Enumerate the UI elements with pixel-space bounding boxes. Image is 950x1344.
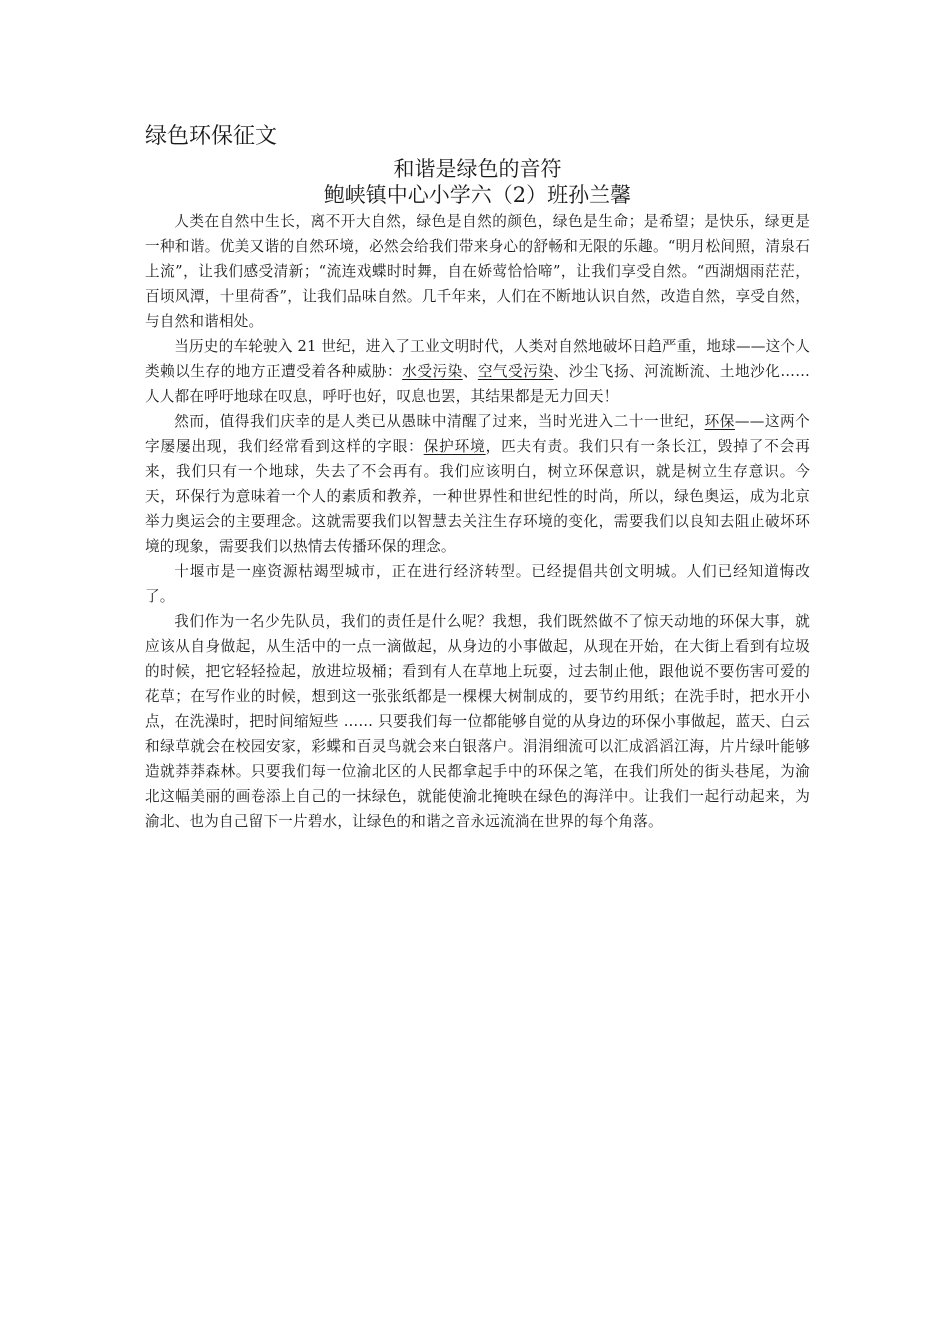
- paragraph-text: ，匹夫有责。我们只有一条长江，毁掉了不会再来，我们只有一个地球，失去了不会再有。我们应该明白，树立环保意识，就是树立生存意识。今天，环保行为意味着一个人的素质和教养，一种世界性和世纪性的时尚，所以，绿色奥运，成为北京举力奥运会的主要理念。这就需要我们以智慧去关注生存环境的变化，需要我们以良知去阻止破坏环境的现象，需要我们以热情去传播环保的理念。: [145, 438, 810, 555]
- essay-paragraph: [145, 209, 810, 334]
- paragraph-text: 、沙尘飞扬、河流断流、土地沙化……人人都在呼吁地球在叹息，呼吁也好，叹息也罢，其结果都是无力回天！: [145, 363, 810, 405]
- paragraph-text: 人类在自然中生长，离不开大自然，绿色是自然的颜色，绿色是生命；是希望；是快乐，绿更是一种和谐。优美又谐的自然环境，必然会给我们带来身心的舒畅和无限的乐趣。“明月松间照，清泉石上流”，让我们感受清新；“流连戏蝶时时舞，自在娇莺恰恰啼”，让我们享受自然。“西湖烟雨茫茫，百顷风潭，十里荷香”，让我们品味自然。几千年来，人们在不断地认识自然，改造自然，享受自然，与自然和谐相处。: [145, 213, 810, 330]
- document-page: [145, 118, 810, 834]
- underlined-phrase: 环保: [704, 413, 735, 430]
- paragraph-text: 当历史的车轮驶入 21 世纪，进入了工业文明时代，人类对自然地破坏日趋严重，地球——这个人类赖以生存的地方正遭受着各种威胁：: [145, 338, 810, 380]
- document-heading: 绿色环保征文: [145, 124, 278, 149]
- underlined-phrase: 保护环境: [423, 438, 486, 455]
- paragraph-text: 然而，值得我们庆幸的是人类已从愚昧中清醒了过来，当时光进入二十一世纪，: [174, 413, 705, 430]
- paragraph-text: ——这两个字屡屡出现，我们经常看到这样的字眼：: [145, 413, 810, 455]
- author-byline: 鲍峡镇中心小学六（2）班孙兰馨: [323, 183, 632, 207]
- paragraph-text: 十堰市是一座资源枯竭型城市，正在进行经济转型。已经提倡共创文明城。人们已经知道悔改了。: [145, 563, 810, 605]
- essay-body: [145, 209, 810, 834]
- essay-title: 和谐是绿色的音符: [393, 157, 562, 181]
- paragraph-text: 我们作为一名少先队员，我们的责任是什么呢？我想，我们既然做不了惊天动地的环保大事，就应该从自身做起，从生活中的一点一滴做起，从身边的小事做起，从现在开始，在大街上看到有垃圾的时候，把它轻轻捡起，放进垃圾桶；看到有人在草地上玩耍，过去制止他，跟他说不要伤害可爱的花草；在写作业的时候，想到这一张张纸都是一棵棵大树制成的，要节约用纸；在洗手时，把水开小点，在洗澡时，把时间缩短些 …… 只要我们每一位都能够自觉的从身边的环保小事做起，蓝天、白云和绿草就会在校园安家，彩蝶和百灵鸟就会来白银落户。涓涓细流可以汇成滔滔江海，片片绿叶能够造就莽莽森林。只要我们每一位渝北区的人民都拿起手中的环保之笔，在我们所处的街头巷尾，为渝北这幅美丽的画卷添上自己的一抹绿色，就能使渝北掩映在绿色的海洋中。让我们一起行动起来，为渝北、也为自己留下一片碧水，让绿色的和谐之音永远流淌在世界的每个角落。: [145, 613, 810, 830]
- paragraph-text: 、: [462, 363, 478, 380]
- essay-paragraph: [145, 334, 810, 409]
- underlined-phrase: 水受污染: [402, 363, 463, 380]
- essay-paragraph: [145, 609, 810, 834]
- underlined-phrase: 空气受污染: [477, 363, 554, 380]
- essay-paragraph: [145, 559, 810, 609]
- essay-paragraph: [145, 409, 810, 559]
